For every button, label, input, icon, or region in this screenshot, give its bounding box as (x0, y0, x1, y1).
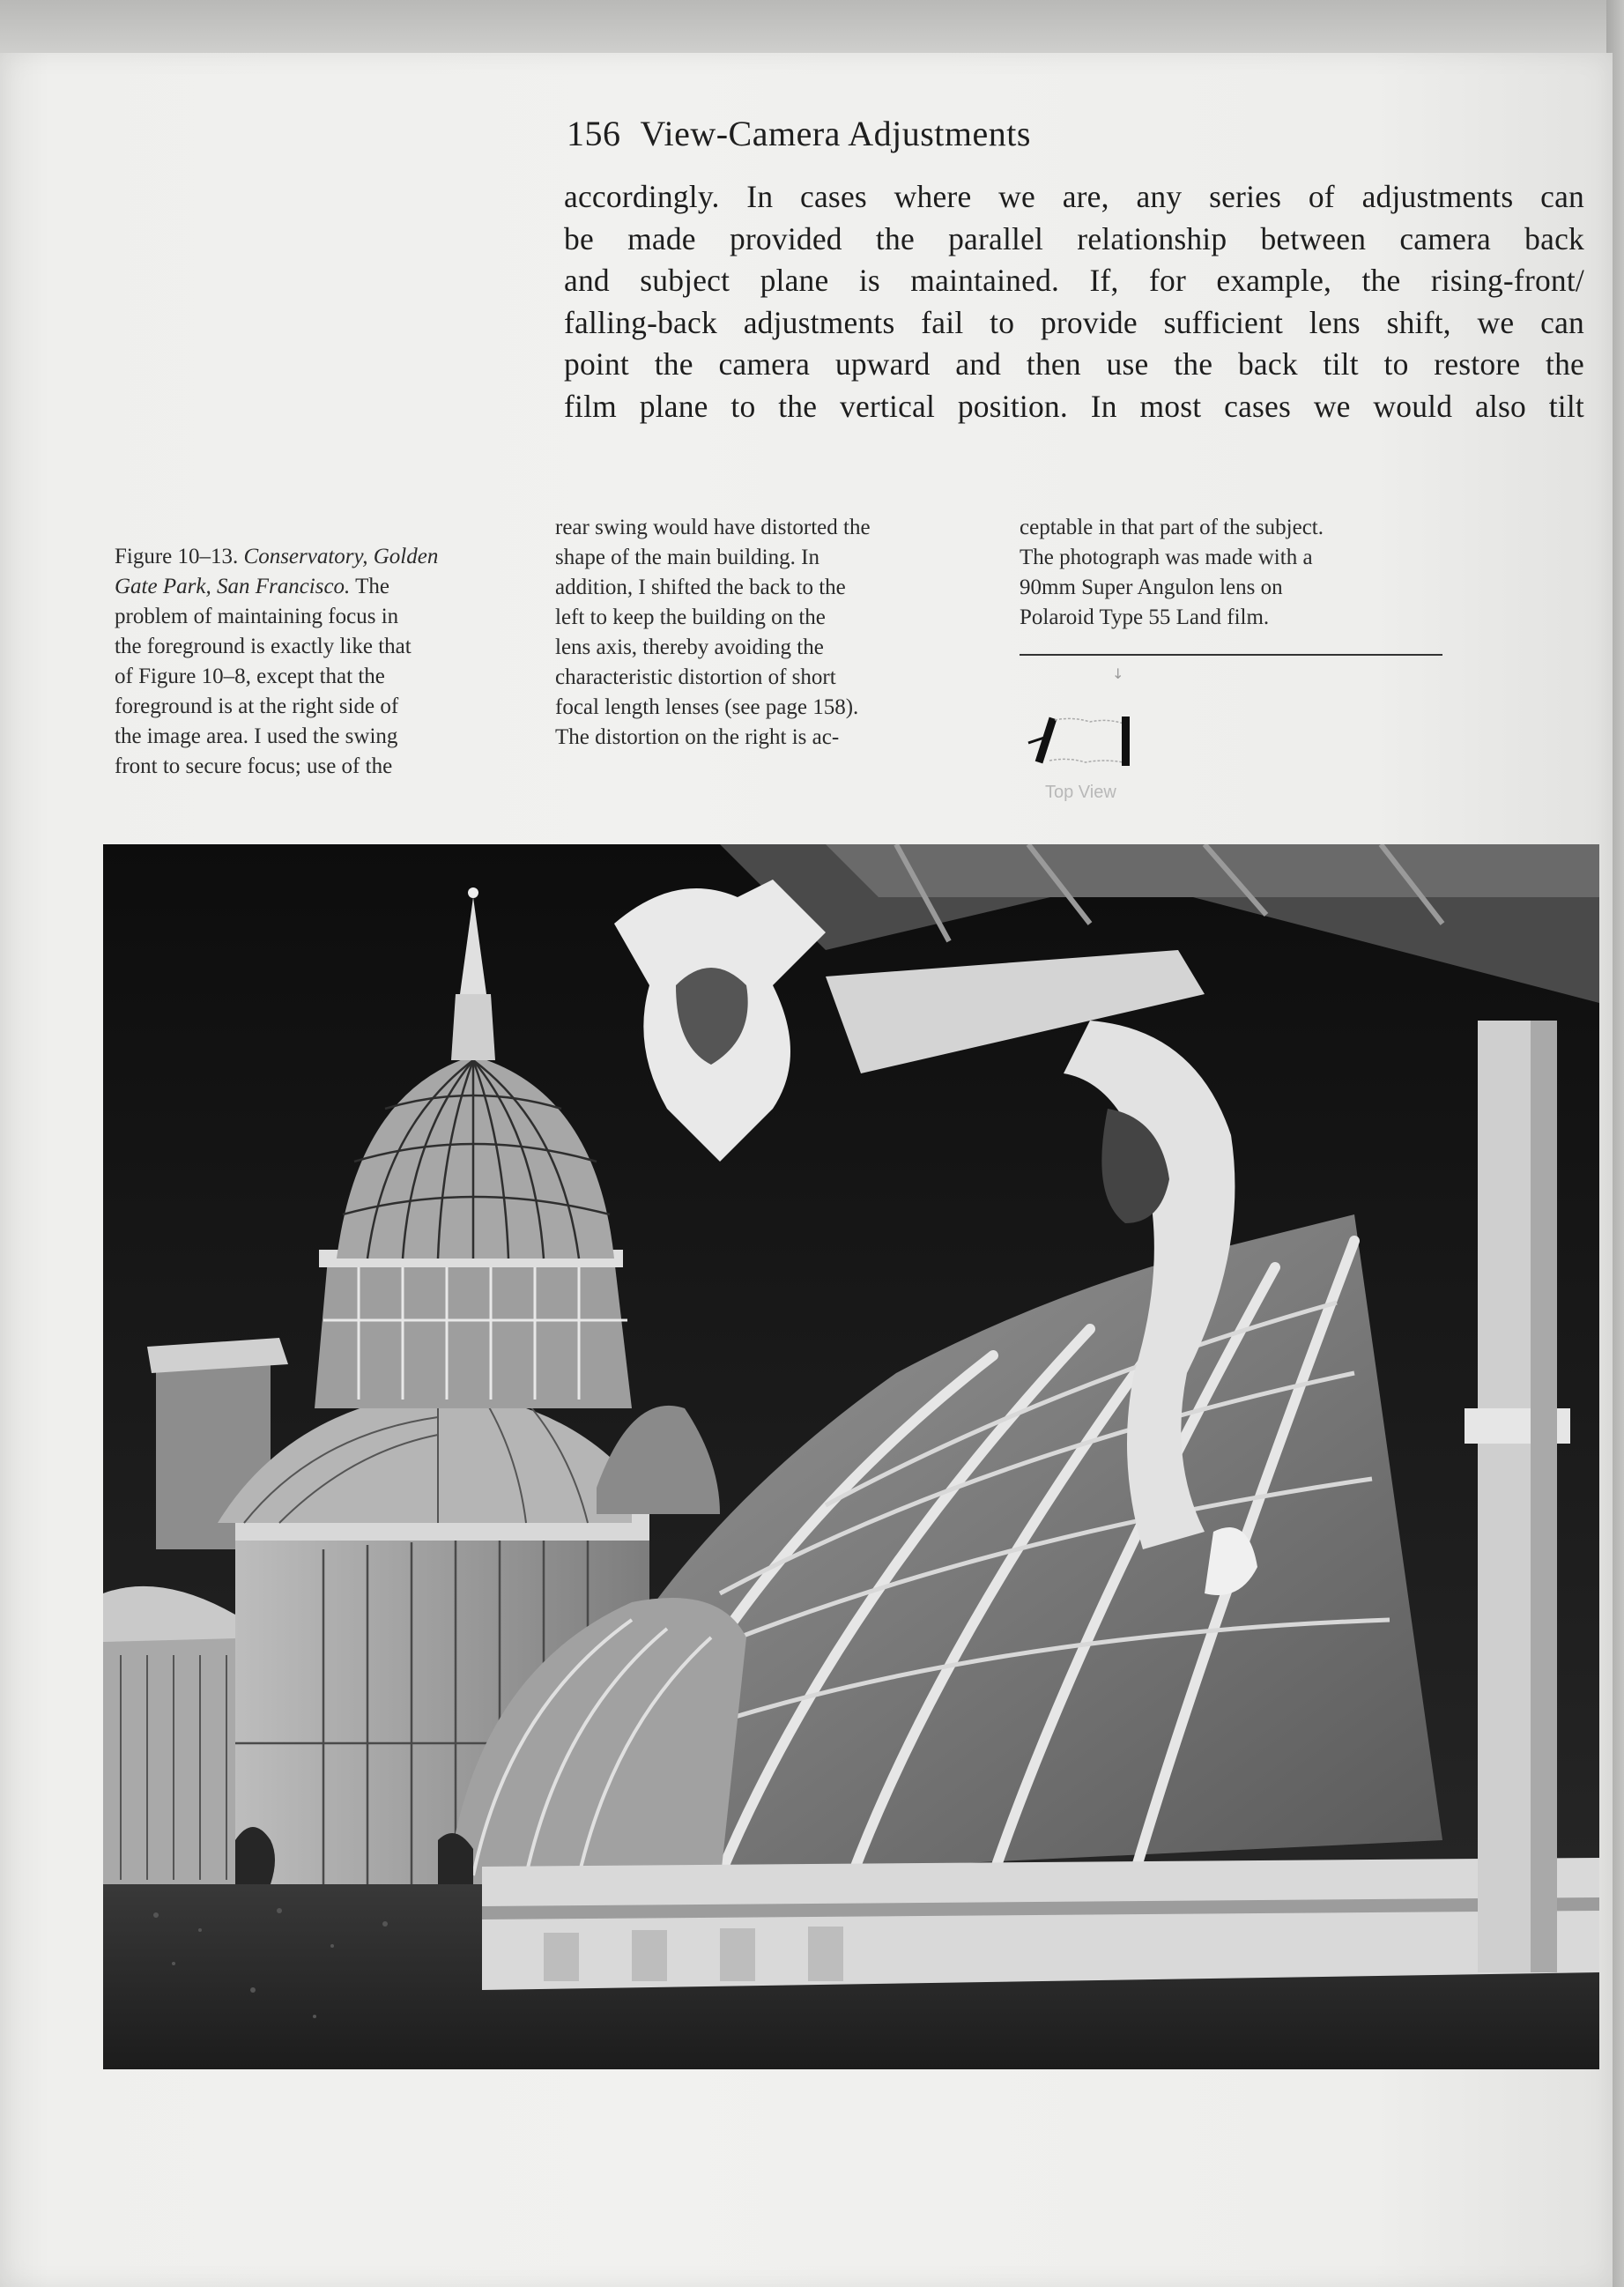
body-line: and subject plane is maintained. If, for example, the rising-front/ (564, 263, 1584, 298)
body-line: accordingly. In cases where we are, any series of adjustments can (564, 179, 1584, 214)
body-line: be made provided the parallel relationship between camera back (564, 220, 1584, 256)
caption-line: addition, I shifted the back to the (555, 575, 846, 599)
caption-line (115, 572, 529, 602)
figure-caption-column-2 (555, 513, 978, 753)
caption-line: characteristic distortion of short (555, 665, 836, 689)
figure-title: Conservatory, Golden (243, 545, 439, 568)
body-line: point the camera upward and then use the back tilt to restore the (564, 346, 1584, 382)
caption-line: The distortion on the right is ac- (555, 725, 840, 749)
caption-line: the image area. I used the swing (115, 724, 398, 748)
caption-line: The photograph was made with a (1020, 546, 1313, 569)
figure-label: Figure 10–13. (115, 545, 239, 568)
running-head (567, 113, 1031, 154)
caption-line: front to secure focus; use of the (115, 754, 393, 778)
caption-line: lens axis, thereby avoiding the (555, 635, 824, 659)
caption-line: 90mm Super Angulon lens on (1020, 575, 1283, 599)
caption-line: focal length lenses (see page 158). (555, 695, 859, 719)
book-page (0, 53, 1613, 2287)
body-paragraph (564, 176, 1584, 427)
caption-line: left to keep the building on the (555, 605, 826, 629)
caption-line: foreground is at the right side of (115, 694, 399, 718)
caption-line: problem of maintaining focus in (115, 605, 399, 628)
caption-line: rear swing would have distorted the (555, 516, 871, 539)
figure-title-continued: Gate Park, San Francisco. (115, 575, 351, 598)
caption-line: shape of the main building. In (555, 546, 819, 569)
body-line: film plane to the vertical position. In most cases we would also tilt (564, 388, 1584, 424)
caption-line: Polaroid Type 55 Land film. (1020, 605, 1270, 629)
body-line: falling-back adjustments fail to provide sufficient lens shift, we can (564, 304, 1584, 340)
diagram-arrow: ↓ (1112, 665, 1124, 682)
figure-caption-column-3 (1020, 513, 1451, 633)
page-number: 156 (567, 114, 621, 153)
diagram-label: Top View (1045, 783, 1116, 802)
chapter-title: View-Camera Adjustments (640, 114, 1031, 153)
caption-line: the foreground is exactly like that (115, 635, 412, 658)
caption-first-line (115, 542, 529, 572)
caption-text: The (350, 575, 389, 598)
figure-caption-column-1 (115, 542, 529, 782)
book-top-edge (0, 0, 1624, 55)
conservatory-photograph (103, 844, 1599, 2069)
caption-line: of Figure 10–8, except that the (115, 665, 385, 688)
caption-line: ceptable in that part of the subject. (1020, 516, 1324, 539)
